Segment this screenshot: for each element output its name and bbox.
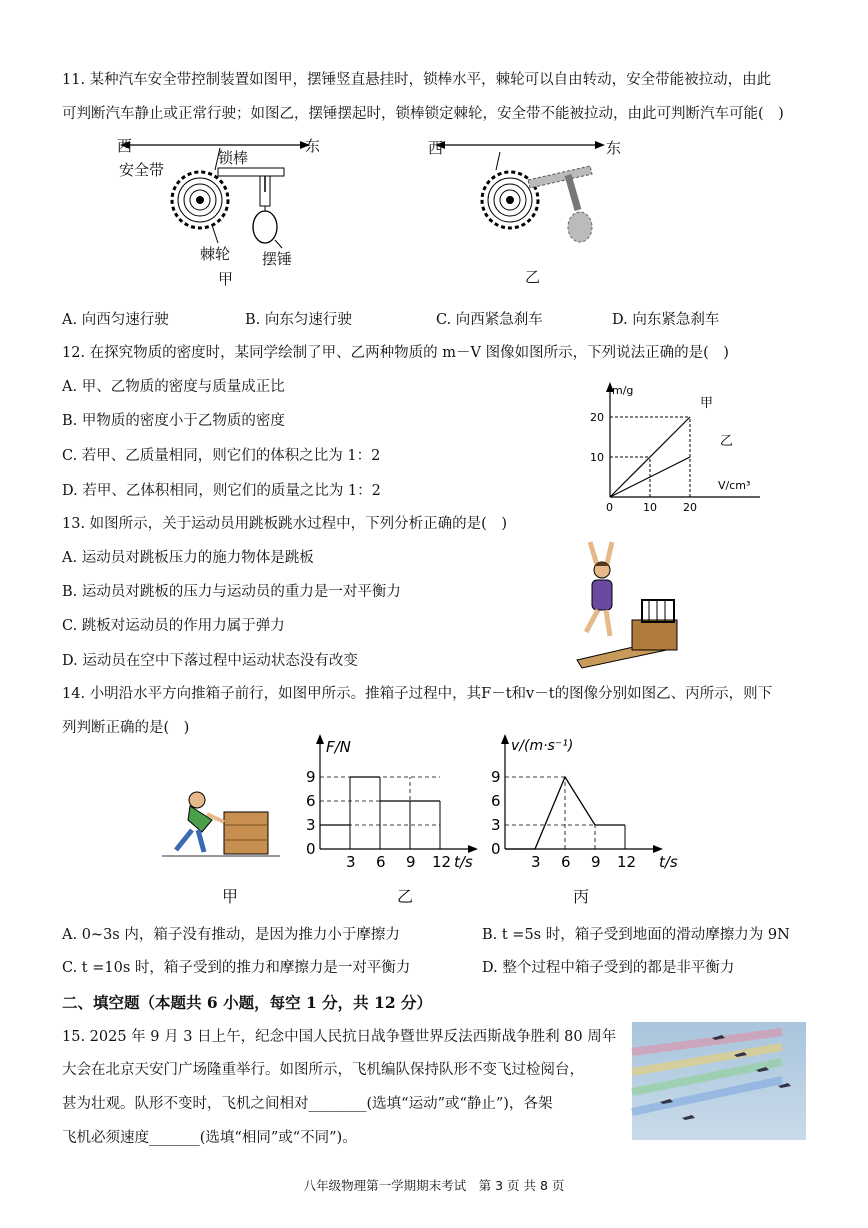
aircraft-formation-photo — [632, 1022, 806, 1140]
q13-option-c[interactable]: C. 跳板对运动员的作用力属于弹力 — [62, 618, 285, 634]
x-tick-label: 12 — [617, 853, 637, 871]
y-tick-label: 20 — [590, 411, 604, 424]
q11-west-label-jia: 西 — [117, 137, 133, 155]
q12-option-d[interactable]: D. 若甲、乙体积相同，则它们的质量之比为 1：2 — [62, 483, 381, 499]
q11-caption-yi: 乙 — [525, 268, 541, 286]
q11-ratchet-label: 棘轮 — [200, 245, 231, 263]
page-footer: 八年级物理第一学期期末考试 第 3 页 共 8 页 — [303, 1178, 565, 1193]
x-tick-label: 6 — [561, 853, 571, 871]
q12-x-axis-label: V/cm³ — [718, 479, 751, 492]
q14-ft-y-label: F/N — [326, 738, 351, 756]
q13-option-a[interactable]: A. 运动员对跳板压力的施力物体是跳板 — [62, 550, 314, 566]
q11-stem-line2: 可判断汽车静止或正常行驶；如图乙，摆锤摆起时，锁棒锁定棘轮，安全带不能被拉动，由此可判断汽车可能( ) — [62, 106, 784, 122]
y-tick-label: 6 — [306, 792, 316, 810]
y-tick-label: 9 — [306, 768, 316, 786]
q15-line1: 15. 2025 年 9 月 3 日上午，纪念中国人民抗日战争暨世界反法西斯战争胜利 80 周年 — [62, 1029, 617, 1045]
q11-pendulum-label: 摆锤 — [262, 250, 293, 268]
boy-pushing-box-icon — [162, 790, 282, 865]
q11-belt-label: 安全带 — [119, 161, 165, 179]
q14-stem-line2: 列判断正确的是( ) — [62, 720, 190, 736]
q14-option-d[interactable]: D. 整个过程中箱子受到的都是非平衡力 — [482, 960, 735, 976]
q15-line2: 大会在北京天安门广场隆重举行。如图所示，飞机编队保持队形不变飞过检阅台， — [62, 1062, 584, 1078]
q12-option-b[interactable]: B. 甲物质的密度小于乙物质的密度 — [62, 413, 285, 429]
q12-origin-label: 0 — [606, 501, 613, 514]
q11-east-label-yi: 东 — [606, 139, 622, 157]
q13-option-b[interactable]: B. 运动员对跳板的压力与运动员的重力是一对平衡力 — [62, 584, 401, 600]
q14-option-a[interactable]: A. 0~3s 内，箱子没有推动，是因为推力小于摩擦力 — [62, 927, 400, 943]
q13-option-d[interactable]: D. 运动员在空中下落过程中运动状态没有改变 — [62, 653, 358, 669]
q14-caption-jia: 甲 — [222, 887, 239, 906]
q14-option-b[interactable]: B. t =5s 时，箱子受到地面的滑动摩擦力为 9N — [482, 927, 790, 943]
q11-stem-line1: 11. 某种汽车安全带控制装置如图甲，摆锤竖直悬挂时，锁棒水平，棘轮可以自由转动，安全带能被拉动，由此 — [62, 72, 772, 88]
q14-stem-line1: 14. 小明沿水平方向推箱子前行，如图甲所示。推箱子过程中，其F－t和v－t的图像分别如图乙、丙所示，则下 — [62, 686, 773, 702]
x-tick-label: 3 — [531, 853, 541, 871]
q11-option-d[interactable]: D. 向东紧急刹车 — [612, 312, 720, 328]
q14-ft-graph — [300, 730, 490, 870]
q14-caption-yi: 乙 — [397, 887, 414, 906]
section-title-fill-in: 二、填空题（本题共 6 小题，每空 1 分，共 12 分） — [62, 993, 433, 1012]
series-label-yi: 乙 — [720, 434, 734, 449]
y-tick-label: 10 — [590, 451, 604, 464]
x-tick-label: 20 — [683, 501, 697, 514]
q14-vt-graph — [485, 730, 695, 870]
q12-option-a[interactable]: A. 甲、乙物质的密度与质量成正比 — [62, 379, 285, 395]
x-tick-label: 9 — [591, 853, 601, 871]
y-tick-label: 9 — [491, 768, 501, 786]
q11-caption-jia: 甲 — [218, 270, 234, 288]
q14-vt-x-label: t/s — [659, 853, 678, 871]
y-tick-label: 6 — [491, 792, 501, 810]
x-tick-label: 6 — [376, 853, 386, 871]
q11-west-label-yi: 西 — [428, 139, 444, 157]
q11-option-c[interactable]: C. 向西紧急刹车 — [436, 312, 543, 328]
x-tick-label: 9 — [406, 853, 416, 871]
q14-vt-y-label: v/(m·s⁻¹) — [511, 738, 574, 754]
q14-option-c[interactable]: C. t =10s 时，箱子受到的推力和摩擦力是一对平衡力 — [62, 960, 411, 976]
y-tick-label: 3 — [306, 816, 316, 834]
q13-stem: 13. 如图所示，关于运动员用跳板跳水过程中，下列分析正确的是( ) — [62, 516, 507, 532]
q12-stem: 12. 在探究物质的密度时，某同学绘制了甲、乙两种物质的 m－V 图像如图所示，下列说法正确的是( ) — [62, 345, 729, 361]
q15-line4: 飞机必须速度_______(选填“相同”或“不同”)。 — [62, 1130, 357, 1146]
q11-option-b[interactable]: B. 向东匀速行驶 — [245, 312, 352, 328]
x-tick-label: 3 — [346, 853, 356, 871]
q12-option-c[interactable]: C. 若甲、乙质量相同，则它们的体积之比为 1：2 — [62, 448, 381, 464]
q12-mv-graph — [580, 380, 780, 520]
q15-line3: 甚为壮观。队形不变时，飞机之间相对________(选填“运动”或“静止”)，各架 — [62, 1096, 553, 1112]
q11-east-label-jia: 东 — [305, 137, 321, 155]
q12-y-axis-label: m/g — [612, 384, 634, 397]
q11-rod-label: 锁棒 — [218, 149, 249, 167]
y-tick-label: 0 — [491, 840, 501, 858]
q14-caption-bing: 丙 — [573, 887, 590, 906]
x-tick-label: 12 — [432, 853, 452, 871]
x-tick-label: 10 — [643, 501, 657, 514]
y-tick-label: 0 — [306, 840, 316, 858]
ratchet-wheel-icon — [172, 172, 228, 228]
series-label-jia: 甲 — [700, 396, 714, 411]
q14-ft-x-label: t/s — [454, 853, 473, 871]
diver-on-springboard-icon — [572, 540, 682, 670]
q11-option-a[interactable]: A. 向西匀速行驶 — [62, 312, 169, 328]
y-tick-label: 3 — [491, 816, 501, 834]
